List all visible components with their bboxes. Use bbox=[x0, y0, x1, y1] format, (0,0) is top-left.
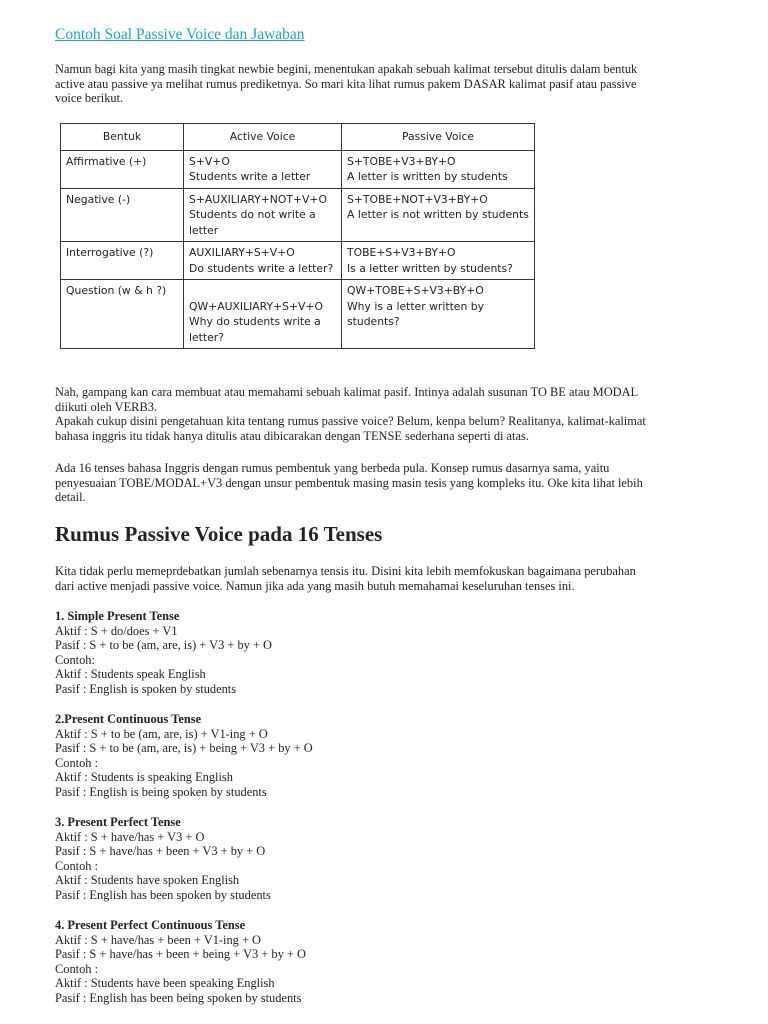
text-line: detail. bbox=[55, 490, 86, 505]
table-cell bbox=[342, 150, 535, 188]
text-line: Nah, gampang kan cara membuat atau memahami sebuah kalimat pasif. Intinya adalah susunan TO BE atau MODAL bbox=[55, 385, 639, 399]
text-line: Apakah cukup disini pengetahuan kita tentang rumus passive voice? Belum, kenpa belum? Realitanya, kalimat-kalimat bbox=[55, 414, 646, 429]
cell-line: Is a letter written by students? bbox=[347, 261, 513, 275]
table-cell bbox=[184, 188, 342, 242]
tense-line: Pasif : S + have/has + been + being + V3 + by + O bbox=[55, 947, 306, 962]
section-intro-paragraph bbox=[55, 564, 715, 593]
cell-line: S+AUXILIARY+NOT+V+O bbox=[189, 192, 327, 206]
text-line: bahasa inggris itu tidak hanya ditulis atau dibicarakan dengan TENSE sederhana seperti di atas. bbox=[55, 428, 529, 443]
tense-line: Pasif : S + have/has + been + V3 + by + O bbox=[55, 844, 266, 859]
article-title-link[interactable]: Contoh Soal Passive Voice dan Jawaban bbox=[55, 26, 305, 43]
text-line: Namun bagi kita yang masih tingkat newbie begini, menentukan apakah sebuah kalimat tersebut ditulis dalam bentuk bbox=[55, 62, 638, 76]
tense-line: Pasif : English is spoken by students bbox=[55, 681, 237, 696]
cell-line: TOBE+S+V3+BY+O bbox=[347, 246, 456, 259]
cell-line: QW+TOBE+S+V3+BY+O bbox=[347, 284, 484, 297]
text-line: active atau passive ya melihat rumus prediketnya. So mari kita lihat rumus pakem DASAR kalimat pasif atau passive bbox=[55, 76, 637, 91]
tense-line: Aktif : Students have been speaking English bbox=[55, 976, 275, 991]
cell-line: students? bbox=[347, 315, 400, 328]
tense-block-present-perfect-continuous bbox=[55, 918, 306, 1006]
tense-line: Pasif : S + to be (am, are, is) + being + V3 + by + O bbox=[55, 741, 313, 756]
table-header-row bbox=[61, 124, 535, 151]
tense-line: Pasif : English has been being spoken by students bbox=[55, 990, 302, 1005]
tense-title: 2.Present Continuous Tense bbox=[55, 712, 202, 726]
tense-line: Contoh : bbox=[55, 961, 99, 976]
cell-line: Students do not write a bbox=[189, 208, 316, 221]
tense-line: Pasif : S + to be (am, are, is) + V3 + by + O bbox=[55, 638, 272, 653]
tense-line: Contoh: bbox=[55, 652, 95, 667]
cell-line: A letter is written by students bbox=[347, 170, 508, 183]
cell-line: S+TOBE+NOT+V3+BY+O bbox=[347, 192, 488, 206]
table-cell bbox=[342, 188, 535, 242]
tense-title: 3. Present Perfect Tense bbox=[55, 815, 181, 829]
cell-line: S+TOBE+V3+BY+O bbox=[347, 154, 456, 168]
tenses-intro-paragraph bbox=[55, 461, 715, 505]
column-header: Passive Voice bbox=[342, 124, 535, 151]
table-cell: Affirmative (+) bbox=[61, 150, 184, 188]
text-line: Kita tidak perlu memeprdebatkan jumlah sebenarnya tensis itu. Disini kita lebih memfokuskan bagaimana perubahan bbox=[55, 564, 636, 578]
tense-line: Aktif : S + have/has + been + V1-ing + O bbox=[55, 932, 261, 947]
tense-title: 1. Simple Present Tense bbox=[55, 609, 180, 623]
cell-line bbox=[189, 283, 336, 299]
table-cell bbox=[184, 150, 342, 188]
column-header: Active Voice bbox=[184, 124, 342, 151]
cell-line: Students write a letter bbox=[189, 170, 311, 183]
text-line: penyesuaian TOBE/MODAL+V3 dengan unsur pembentuk masing masin tesis yang kompleks itu. Oke kita lihat lebih bbox=[55, 475, 643, 490]
intro-paragraph bbox=[55, 62, 715, 106]
cell-line: letter? bbox=[189, 330, 224, 344]
tense-line: Aktif : S + have/has + V3 + O bbox=[55, 829, 205, 844]
section-heading: Rumus Passive Voice pada 16 Tenses bbox=[55, 522, 383, 546]
tense-block-present-continuous bbox=[55, 712, 313, 800]
tense-line: Contoh : bbox=[55, 755, 99, 770]
tense-line: Aktif : Students have spoken English bbox=[55, 873, 240, 888]
table-row bbox=[61, 242, 535, 280]
text-line: voice berikut. bbox=[55, 91, 124, 106]
column-header: Bentuk bbox=[61, 124, 184, 151]
cell-line: S+V+O bbox=[189, 154, 230, 168]
tense-block-simple-present bbox=[55, 609, 272, 697]
cell-line: letter bbox=[189, 223, 219, 237]
passive-voice-formula-table bbox=[60, 123, 535, 349]
table-cell bbox=[342, 242, 535, 280]
table-cell bbox=[342, 280, 535, 349]
tense-line: Contoh : bbox=[55, 858, 99, 873]
tense-line: Pasif : English is being spoken by students bbox=[55, 784, 267, 799]
tense-title: 4. Present Perfect Continuous Tense bbox=[55, 918, 246, 932]
cell-line: A letter is not written by students bbox=[347, 208, 529, 221]
tense-block-present-perfect bbox=[55, 815, 271, 903]
table-cell: Question (w & h ?) bbox=[61, 280, 184, 349]
table-row bbox=[61, 150, 535, 188]
text-line: dari active menjadi passive voice. Namun jika ada yang masih butuh memahamai keseluruhan tenses ini. bbox=[55, 578, 575, 593]
table-row bbox=[61, 188, 535, 242]
cell-line: QW+AUXILIARY+S+V+O bbox=[189, 299, 323, 313]
text-line: diikuti oleh VERB3. bbox=[55, 399, 157, 414]
cell-line: AUXILIARY+S+V+O bbox=[189, 246, 295, 259]
tense-line: Aktif : S + do/does + V1 bbox=[55, 623, 178, 638]
text-line: Ada 16 tenses bahasa Inggris dengan rumus pembentuk yang berbeda pula. Konsep rumus dasarnya sama, yaitu bbox=[55, 461, 610, 475]
table-cell: Interrogative (?) bbox=[61, 242, 184, 280]
cell-line: Why do students write a bbox=[189, 315, 321, 328]
table-cell bbox=[184, 242, 342, 280]
cell-line: Do students write a letter? bbox=[189, 261, 334, 275]
table-cell: Negative (-) bbox=[61, 188, 184, 242]
tense-line: Aktif : Students speak English bbox=[55, 667, 206, 682]
tense-line: Pasif : English has been spoken by students bbox=[55, 887, 271, 902]
explanation-paragraph bbox=[55, 385, 715, 443]
tense-line: Aktif : Students is speaking English bbox=[55, 770, 233, 785]
table-cell bbox=[184, 280, 342, 349]
table-row bbox=[61, 280, 535, 349]
cell-line: Why is a letter written by bbox=[347, 299, 484, 313]
tense-line: Aktif : S + to be (am, are, is) + V1-ing + O bbox=[55, 726, 268, 741]
